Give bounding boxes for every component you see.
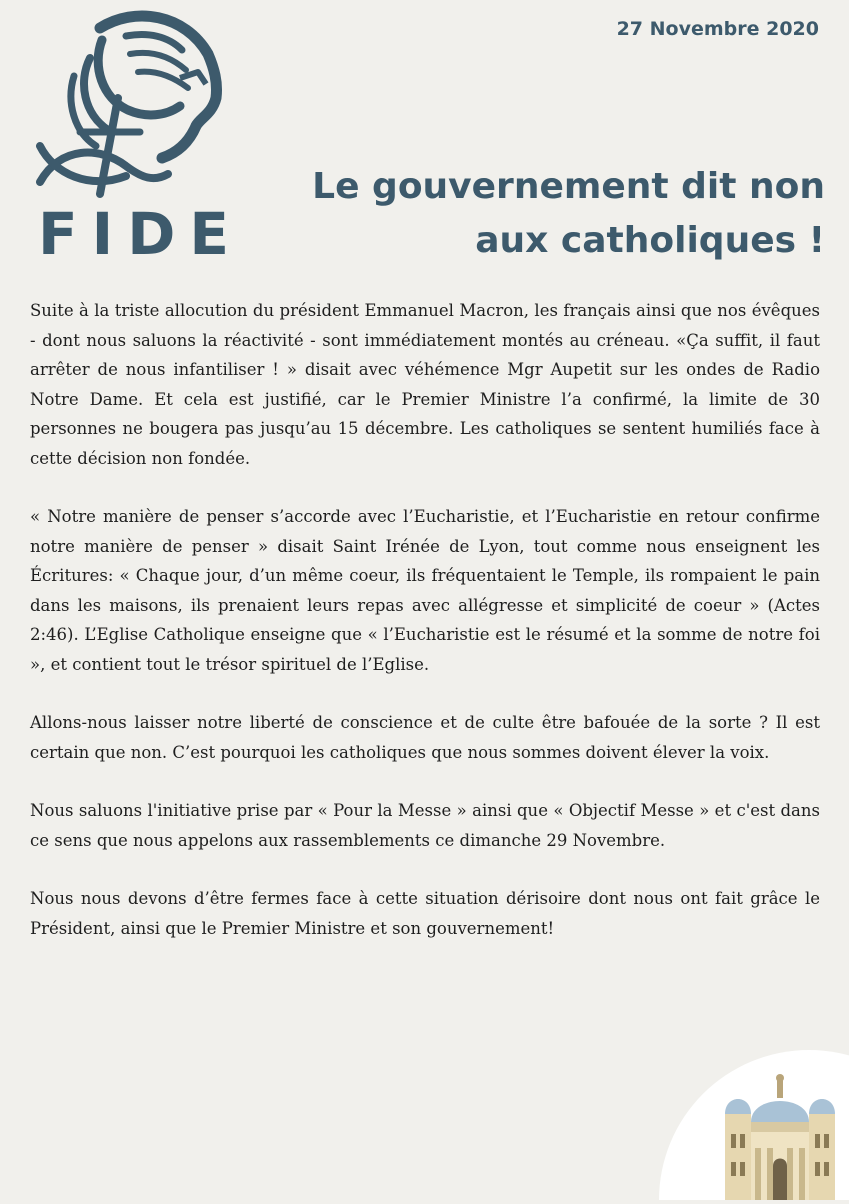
page-title-line-1: Le gouvernement dit non	[312, 166, 825, 207]
page-title	[265, 160, 825, 268]
paragraph: Nous saluons l'initiative prise par « Pour la Messe » ainsi que « Objectif Messe » et c'est dans ce sens que nous appelons aux rassemblements ce dimanche 29 Novembre.	[30, 801, 820, 850]
paragraph: Suite à la triste allocution du président Emmanuel Macron, les français ainsi que nos évêques - dont nous saluons la réactivité - sont immédiatement montés au créneau. «Ça suffit, il faut arrêter de nous infantiliser ! » disait avec véhémence Mgr Aupetit sur les ondes de Radio Notre Dame. Et cela est justifié, car le Premier Ministre l’a confirmé, la limite de 30 personnes ne bougera pas jusqu’au 15 décembre. Les catholiques se sentent humiliés face à cette décision non fondée.	[30, 301, 820, 468]
article-body	[30, 296, 820, 972]
paragraph: Allons-nous laisser notre liberté de conscience et de culte être bafouée de la sorte ? Il est certain que non. C’est pourquoi les catholiques que nous sommes doivent élever la voix.	[30, 713, 820, 762]
paragraph: « Notre manière de penser s’accorde avec l’Eucharistie, et l’Eucharistie en retour confirme notre manière de penser » disait Saint Irénée de Lyon, tout comme nous enseignent les Écritures: « Chaque jour, d’un même coeur, ils fréquentaient le Temple, ils rompaient le pain dans les maisons, ils prenaient leurs repas avec allégresse et simplicité de coeur » (Actes 2:46). L’Eglise Catholique enseigne que « l’Eucharistie est le résumé et la somme de notre foi », et contient tout le trésor spirituel de l’Eglise.	[30, 507, 820, 674]
paragraph: Nous nous devons d’être fermes face à cette situation dérisoire dont nous ont fait grâce le Président, ainsi que le Premier Ministre et son gouvernement!	[30, 889, 820, 938]
basilica-illustration-icon	[659, 1050, 849, 1200]
page-title-line-2: aux catholiques !	[475, 220, 825, 261]
brand-wordmark: FIDE	[38, 200, 243, 268]
publication-date: 27 Novembre 2020	[616, 18, 819, 40]
